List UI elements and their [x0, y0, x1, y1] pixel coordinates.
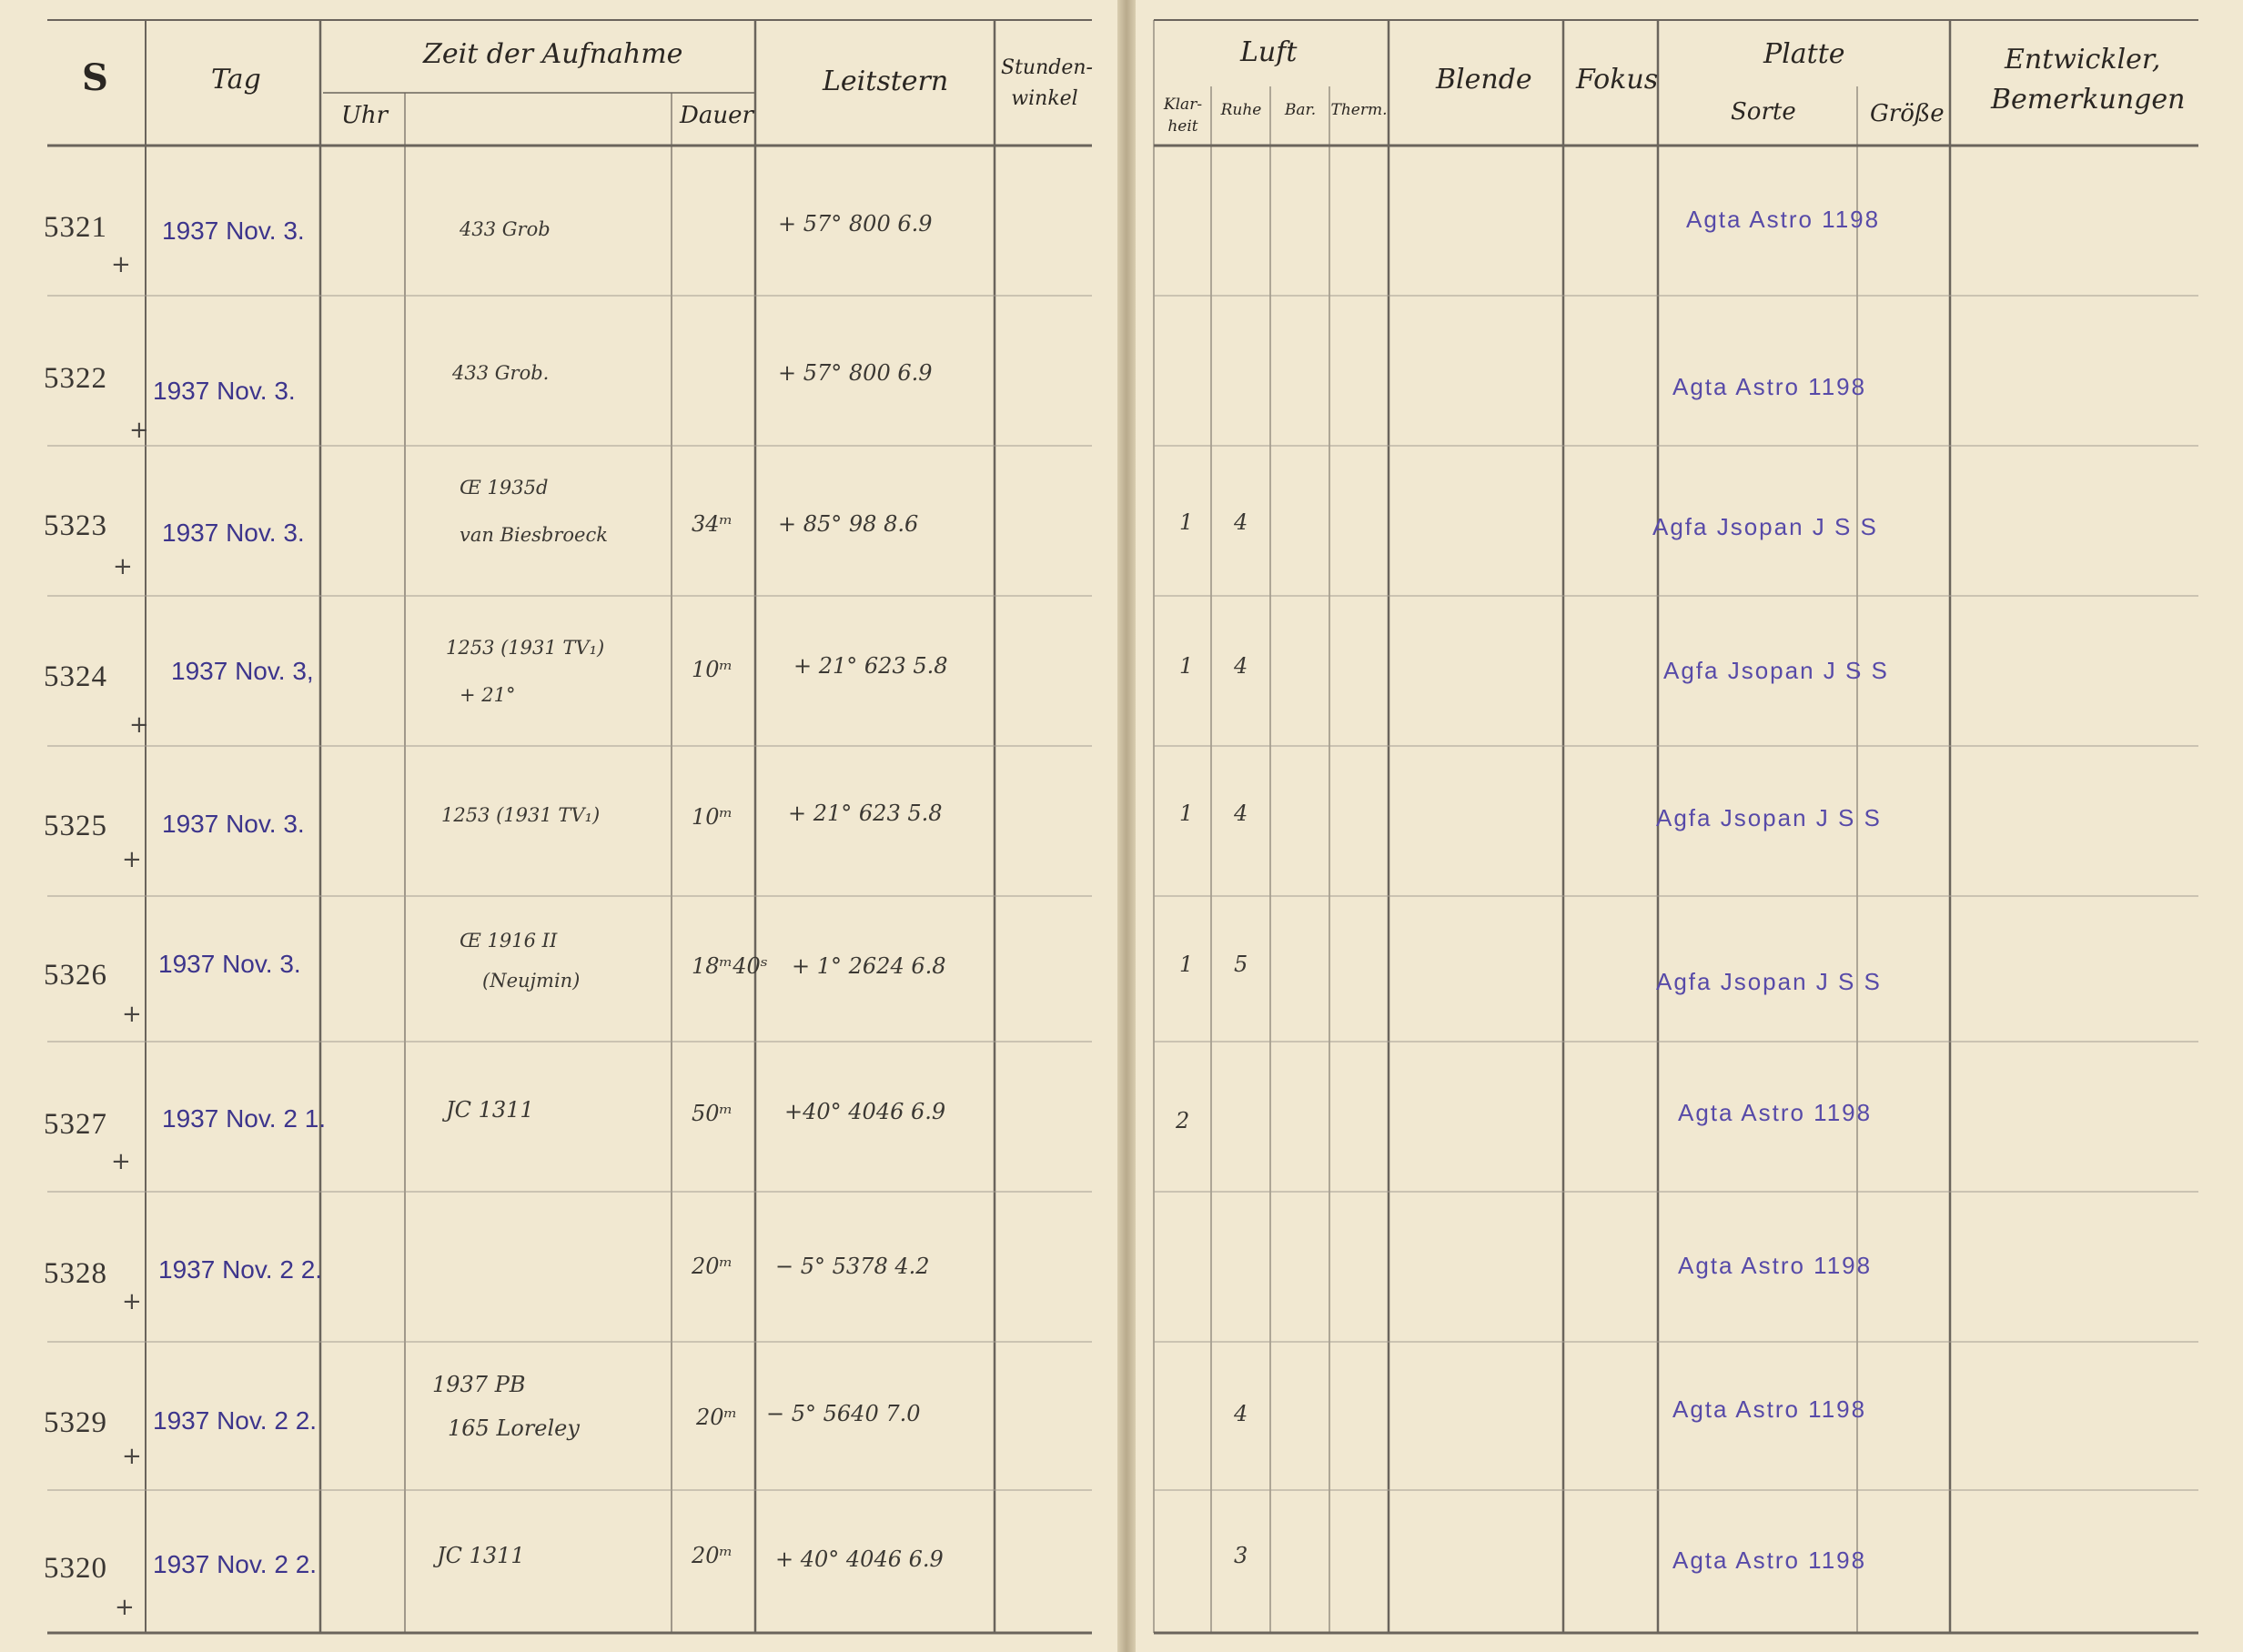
row-7-leitstern: +40° 4046 6.9: [784, 1099, 946, 1124]
row-10-plate: Agta Astro 1198: [1672, 1546, 1867, 1574]
header-zeit-der-aufnahme: Zeit der Aufnahme: [423, 38, 683, 70]
row-3-klarheit: 1: [1179, 509, 1194, 535]
row-7-s: 5327: [44, 1108, 107, 1141]
header-stundenwinkel-2: winkel: [1011, 87, 1078, 110]
header-bemerkungen: Bemerkungen: [1991, 84, 2186, 116]
row-10-tick: +: [115, 1594, 135, 1621]
row-9-dauer: 20ᵐ: [696, 1405, 738, 1430]
row-2-leitstern: + 57° 800 6.9: [778, 360, 933, 386]
header-dauer: Dauer: [680, 102, 753, 129]
header-blende: Blende: [1436, 64, 1532, 96]
row-1-plate: Agta Astro 1198: [1686, 206, 1881, 233]
header-platte: Platte: [1763, 38, 1845, 70]
row-9-ruhe: 4: [1234, 1401, 1248, 1426]
row-7-tick: +: [111, 1148, 131, 1175]
header-bar: Bar.: [1284, 101, 1317, 119]
book-gutter: [1117, 0, 1136, 1652]
row-1-tick: +: [111, 251, 131, 278]
row-6-dauer: 18ᵐ40ˢ: [692, 953, 768, 979]
header-therm: Therm.: [1330, 101, 1388, 119]
row-10-s: 5320: [44, 1552, 107, 1585]
row-10-dauer: 20ᵐ: [692, 1543, 733, 1568]
row-4-tick: +: [129, 711, 149, 739]
row-4-klarheit: 1: [1179, 653, 1194, 679]
row-3-ruhe: 4: [1234, 509, 1248, 535]
row-2-plate: Agta Astro 1198: [1672, 373, 1867, 400]
row-6-s: 5326: [44, 959, 107, 992]
row-9-leitstern: − 5° 5640 7.0: [766, 1401, 921, 1426]
row-9-s: 5329: [44, 1406, 107, 1439]
row-8-plate: Agta Astro 1198: [1678, 1252, 1873, 1279]
header-luft: Luft: [1240, 36, 1298, 68]
row-2-s: 5322: [44, 362, 107, 395]
row-8-dauer: 20ᵐ: [692, 1254, 733, 1279]
row-6-tick: +: [122, 1001, 142, 1028]
row-6-klarheit: 1: [1179, 952, 1194, 977]
row-10-ruhe: 3: [1234, 1543, 1248, 1568]
row-5-dauer: 10ᵐ: [692, 804, 733, 830]
row-9-tick: +: [122, 1443, 142, 1470]
row-2-tick: +: [129, 417, 149, 444]
row-4-object-line-2: + 21°: [460, 684, 516, 706]
row-9-object-line-2: 165 Loreley: [448, 1415, 580, 1441]
header-s: S: [82, 56, 108, 99]
row-5-s: 5325: [44, 810, 107, 842]
header-sorte: Sorte: [1731, 98, 1796, 126]
row-8-s: 5328: [44, 1257, 107, 1290]
row-2-date: 1937 Nov. 3.: [153, 377, 296, 405]
row-6-leitstern: + 1° 2624 6.8: [792, 953, 946, 979]
row-9-plate: Agta Astro 1198: [1672, 1395, 1867, 1423]
row-9-date: 1937 Nov. 2 2.: [153, 1406, 318, 1435]
row-8-leitstern: − 5° 5378 4.2: [775, 1254, 930, 1279]
row-2-object: 433 Grob.: [452, 362, 550, 384]
header-tag: Tag: [211, 64, 261, 96]
row-3-date: 1937 Nov. 3.: [162, 519, 305, 547]
row-6-object-line-1: Œ 1916 II: [460, 930, 558, 952]
header-leitstern: Leitstern: [823, 65, 949, 97]
header-uhr: Uhr: [341, 102, 389, 129]
row-4-dauer: 10ᵐ: [692, 657, 733, 682]
row-7-date: 1937 Nov. 2 1.: [162, 1104, 327, 1133]
row-7-object: JC 1311: [446, 1097, 534, 1123]
row-6-object-line-2: (Neujmin): [482, 970, 581, 992]
right-page: [1136, 0, 2243, 1652]
row-5-object: 1253 (1931 TV₁): [441, 804, 601, 826]
header-klarheit-1: Klar-: [1163, 96, 1203, 114]
row-1-object: 433 Grob: [460, 218, 551, 240]
row-7-klarheit: 2: [1176, 1108, 1190, 1133]
row-3-s: 5323: [44, 509, 107, 542]
row-5-date: 1937 Nov. 3.: [162, 810, 305, 838]
row-3-plate: Agfa Jsopan J S S: [1652, 513, 1878, 540]
row-5-klarheit: 1: [1179, 801, 1194, 826]
row-1-s: 5321: [44, 211, 107, 244]
row-4-plate: Agfa Jsopan J S S: [1663, 657, 1889, 684]
row-3-object-line-1: Œ 1935d: [460, 477, 549, 499]
row-8-tick: +: [122, 1288, 142, 1315]
row-5-tick: +: [122, 846, 142, 873]
row-9-object-line-1: 1937 PB: [432, 1372, 526, 1397]
row-3-object-line-2: van Biesbroeck: [460, 524, 608, 546]
row-4-date: 1937 Nov. 3,: [171, 657, 314, 685]
row-6-plate: Agfa Jsopan J S S: [1656, 968, 1882, 995]
row-6-date: 1937 Nov. 3.: [158, 950, 301, 978]
header-groesse: Größe: [1870, 100, 1945, 127]
row-6-ruhe: 5: [1234, 952, 1248, 977]
row-1-date: 1937 Nov. 3.: [162, 217, 305, 245]
row-10-object: JC 1311: [437, 1543, 525, 1568]
header-klarheit-2: heit: [1167, 117, 1198, 136]
row-3-leitstern: + 85° 98 8.6: [778, 511, 919, 537]
row-4-leitstern: + 21° 623 5.8: [793, 653, 948, 679]
row-4-ruhe: 4: [1234, 653, 1248, 679]
row-5-leitstern: + 21° 623 5.8: [788, 801, 943, 826]
row-7-plate: Agta Astro 1198: [1678, 1099, 1873, 1126]
row-3-tick: +: [113, 553, 133, 580]
row-7-dauer: 50ᵐ: [692, 1101, 733, 1126]
row-4-s: 5324: [44, 660, 107, 693]
left-page: [0, 0, 1117, 1652]
header-ruhe: Ruhe: [1220, 101, 1262, 119]
row-8-date: 1937 Nov. 2 2.: [158, 1255, 323, 1284]
row-1-leitstern: + 57° 800 6.9: [778, 211, 933, 237]
header-entwickler: Entwickler,: [2005, 44, 2161, 76]
row-5-ruhe: 4: [1234, 801, 1248, 826]
row-10-leitstern: + 40° 4046 6.9: [775, 1546, 944, 1572]
row-5-plate: Agfa Jsopan J S S: [1656, 804, 1882, 831]
row-4-object-line-1: 1253 (1931 TV₁): [446, 637, 605, 659]
row-3-dauer: 34ᵐ: [692, 511, 733, 537]
header-fokus: Fokus: [1576, 64, 1659, 96]
row-10-date: 1937 Nov. 2 2.: [153, 1550, 318, 1578]
header-stundenwinkel-1: Stunden-: [1001, 56, 1093, 79]
